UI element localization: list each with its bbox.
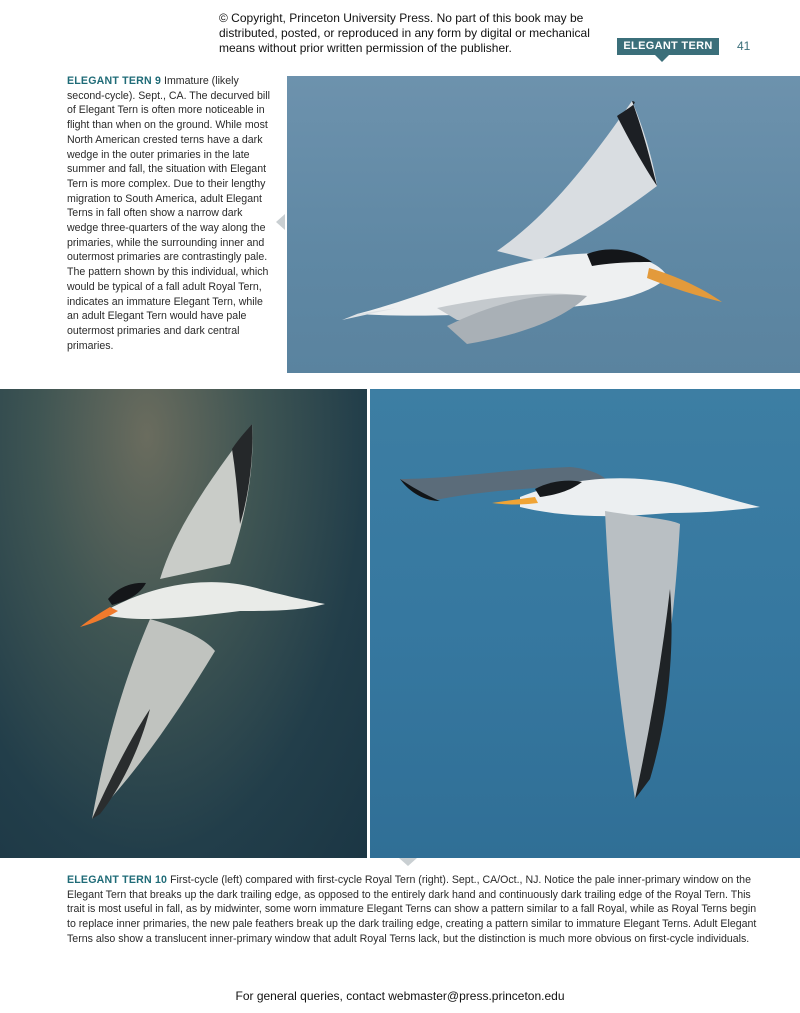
caption-10-title: ELEGANT TERN 10 xyxy=(67,874,168,886)
caption-9-title: ELEGANT TERN 9 xyxy=(67,75,162,87)
caption-pointer-down xyxy=(399,858,417,866)
copyright-notice: © Copyright, Princeton University Press. No part of this book may be distributed, posted, or reproduced in any form by digital or mechanical means without prior written permission of the publisher. xyxy=(219,11,590,55)
footer-contact: For general queries, contact webmaster@press.princeton.edu xyxy=(235,989,565,1003)
section-tag: ELEGANT TERN xyxy=(617,38,719,55)
page-number: 41 xyxy=(737,39,751,53)
caption-pointer-left xyxy=(276,214,285,230)
caption-10-text: First-cycle (left) compared with first-cycle Royal Tern (right). Sept., CA/Oct., NJ. Notice the pale inner-primary window on the Elegant Tern that breaks up the dark trailing edge, as opposed to the entirely dark hand and continuously dark trailing edge of the Royal Tern. This trait is most useful in fall, as by midwinter, some worn immature Elegant Terns can show a pattern similar to a fall Royal, while as Royal Terns begin to replace inner primaries, the new pale feathers break up the dark trailing edge, creating a pattern similar to immature Elegant Terns. Adult Elegant Terns also show a translucent inner-primary window that adult Royal Terns lack, but the distinction is much more obvious on first-cycle individuals. xyxy=(67,874,757,945)
photo-first-cycle-royal-tern xyxy=(370,389,800,858)
caption-elegant-tern-10 xyxy=(67,873,757,947)
caption-elegant-tern-9 xyxy=(67,74,272,353)
photo-elegant-tern-flight xyxy=(287,76,800,373)
caption-9-text: Immature (likely second-cycle). Sept., CA. The decurved bill of Elegant Tern is often more noticeable in flight than when on the ground. While most North American crested terns have a dark wedge in the outer primaries in the late summer and fall, the situation with Elegant Tern is more complex. Due to their lengthy migration to South America, adult Elegant Terns in fall often show a narrow dark wedge three-quarters of the way along the primaries, while the surrounding inner and outermost primaries are contrastingly pale. The pattern shown by this individual, which would be typical of a fall adult Royal Tern, indicates an immature Elegant Tern, while an adult Elegant Tern would have pale outermost primaries and dark central primaries. xyxy=(67,75,270,352)
photo-first-cycle-elegant-tern xyxy=(0,389,367,858)
section-tag-notch xyxy=(655,55,669,62)
